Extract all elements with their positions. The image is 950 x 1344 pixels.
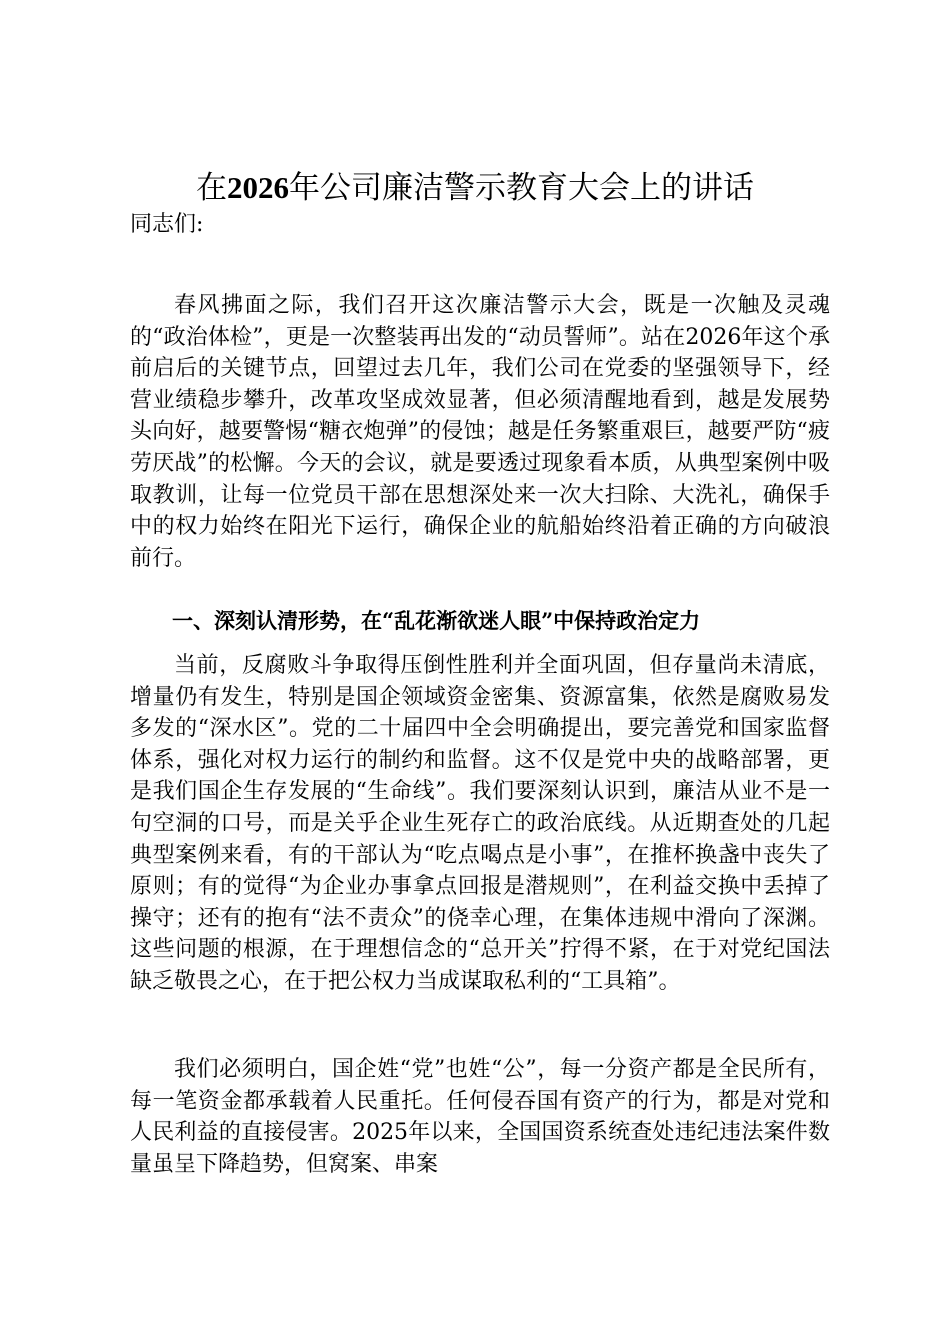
title-year: 2026	[227, 170, 289, 205]
salutation: 同志们:	[130, 212, 204, 237]
paragraph-intro: 春风拂面之际，我们召开这次廉洁警示大会，既是一次触及灵魂的“政治体检”，更是一次整装再出发的“动员誓师”。站在2026年这个承前启后的关键节点，回望过去几年，我们公司在党委的坚强领导下，经营业绩稳步攀升，改革攻坚成效显著，但必须清醒地看到，越是发展势头向好，越要警惕“糖衣炮弹”的侵蚀；越是任务繁重艰巨，越要严防“疲劳厌战”的松懈。今天的会议，就是要透过现象看本质，从典型案例中吸取教训，让每一位党员干部在思想深处来一次大扫除、大洗礼，确保手中的权力始终在阳光下运行，确保企业的航船始终沿着正确的方向破浪前行。	[130, 293, 830, 571]
title-prefix: 在	[196, 170, 227, 206]
document-title	[100, 166, 850, 210]
paragraph-situation: 当前，反腐败斗争取得压倒性胜利并全面巩固，但存量尚未清底，增量仍有发生，特别是国企领域资金密集、资源富集，依然是腐败易发多发的“深水区”。党的二十届四中全会明确提出，要完善党和国家监督体系，强化对权力运行的制约和监督。这不仅是党中央的战略部署，更是我们国企生存发展的“生命线”。我们要深刻认识到，廉洁从业不是一句空洞的口号，而是关乎企业生死存亡的政治底线。从近期查处的几起典型案例来看，有的干部认为“吃点喝点是小事”，在推杯换盏中丧失了原则；有的觉得“为企业办事拿点回报是潜规则”，在利益交换中丢掉了操守；还有的抱有“法不责众”的侥幸心理，在集体违规中滑向了深渊。这些问题的根源，在于理想信念的“总开关”拧得不紧，在于对党纪国法缺乏敬畏之心，在于把公权力当成谋取私利的“工具箱”。	[130, 653, 830, 994]
section-heading-1: 一、深刻认清形势，在“乱花渐欲迷人眼”中保持政治定力	[172, 608, 701, 633]
title-suffix: 年公司廉洁警示教育大会上的讲话	[289, 170, 754, 206]
paragraph-state-assets: 我们必须明白，国企姓“党”也姓“公”，每一分资产都是全民所有，每一笔资金都承载着人民重托。任何侵吞国有资产的行为，都是对党和人民利益的直接侵害。2025年以来，全国国资系统查处违纪违法案件数量虽呈下降趋势，但窝案、串案	[130, 1057, 830, 1177]
